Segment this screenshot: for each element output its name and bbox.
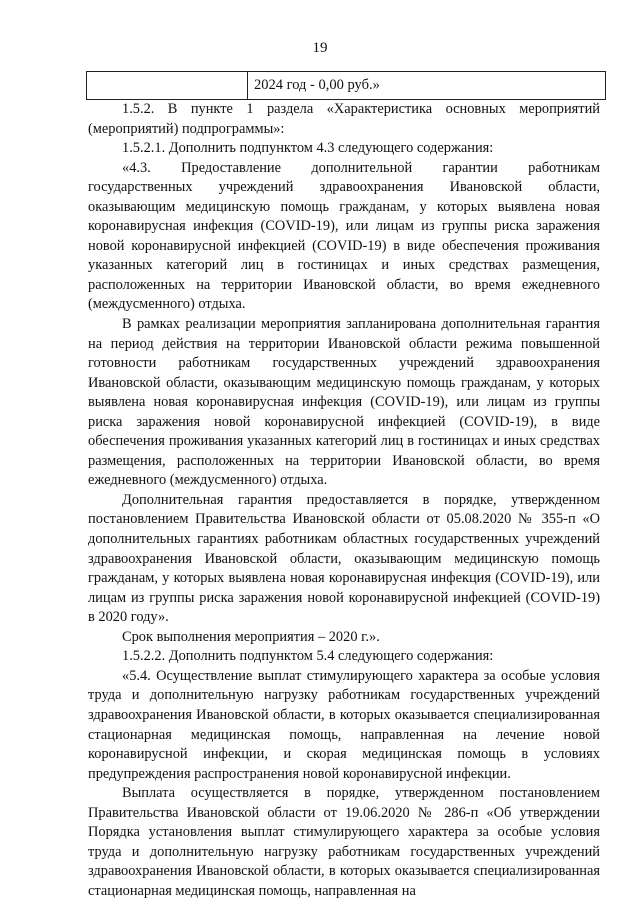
paragraph-guarantee-order: Дополнительная гарантия предоставляется в порядке, утвержденном постановлением Правительства Ивановской области от 05.08.2020 № 355-п «О дополнительных гарантиях работникам областных государственных учреждений здравоохранения Ивановской области, оказывающим медицинскую помощь гражданам, у которых выявлена новая коронавирусная инфекция (COVID-19), или лицам из группы риска заражения новой коронавирусной инфекцией (COVID-19) в 2020 году». [88, 491, 600, 626]
paragraph-payment-order: Выплата осуществляется в порядке, утвержденном постановлением Правительства Ивановской области от 19.06.2020 № 286-п «Об утверждении Порядка установления выплат стимулирующего характера за особые условия труда и дополнительную нагрузку работникам государственных учреждений здравоохранения Ивановской области, в которых оказывается специализированная стационарная медицинская помощь, направленная на [88, 785, 600, 899]
paragraph-4-3: «4.3. Предоставление дополнительной гарантии работникам государственных учреждений здравоохранения Ивановской области, оказывающим медицинскую помощь гражданам, у которых выявлена новая коронавирусная инфекция (COVID-19), или лицам из группы риска заражения новой коронавирусной инфекцией (COVID-19) в виде обеспечения проживания указанных категорий лиц в гостиницах и иных средствах размещения, расположенных на территории Ивановской области, во время ежедневного (междусменного) отдыха. [88, 159, 600, 313]
table-row [87, 72, 606, 100]
paragraph-5-4: «5.4. Осуществление выплат стимулирующего характера за особые условия труда и дополнительную нагрузку работникам государственных учреждений здравоохранения Ивановской области, в которых оказывается специализированная стационарная медицинская помощь, направленная на лечение новой коронавирусной инфекции, и скорая медицинская помощь в условиях предупреждения распространения новой коронавирусной инфекции. [88, 667, 600, 782]
page-number: 19 [312, 40, 328, 56]
paragraph-1-5-2-2: 1.5.2.2. Дополнить подпунктом 5.4 следующего содержания: [122, 648, 494, 665]
document-body [88, 100, 600, 901]
table-cell-left [87, 72, 248, 100]
paragraph-1-5-2-1: 1.5.2.1. Дополнить подпунктом 4.3 следующего содержания: [122, 140, 494, 157]
paragraph-deadline: Срок выполнения мероприятия – 2020 г.». [122, 628, 380, 645]
table-cell-right: 2024 год - 0,00 руб.» [248, 72, 606, 100]
paragraph-implementation: В рамках реализации мероприятия запланирована дополнительная гарантия на период действия на территории Ивановской области режима повышенной готовности работникам государственных учреждений здравоохранения Ивановской области, оказывающим медицинскую помощь гражданам, у которых выявлена новая коронавирусная инфекция (COVID-19), или лицам из группы риска заражения новой коронавирусной инфекцией (COVID-19), в виде обеспечения проживания указанных категорий лиц в гостиницах и иных средствах размещения, расположенных на территории Ивановской области, во время ежедневного (междусменного) отдыха. [88, 316, 600, 489]
paragraph-1-5-2: 1.5.2. В пункте 1 раздела «Характеристика основных мероприятий (мероприятий) подпрограммы»: [88, 101, 600, 137]
budget-table [86, 71, 606, 100]
